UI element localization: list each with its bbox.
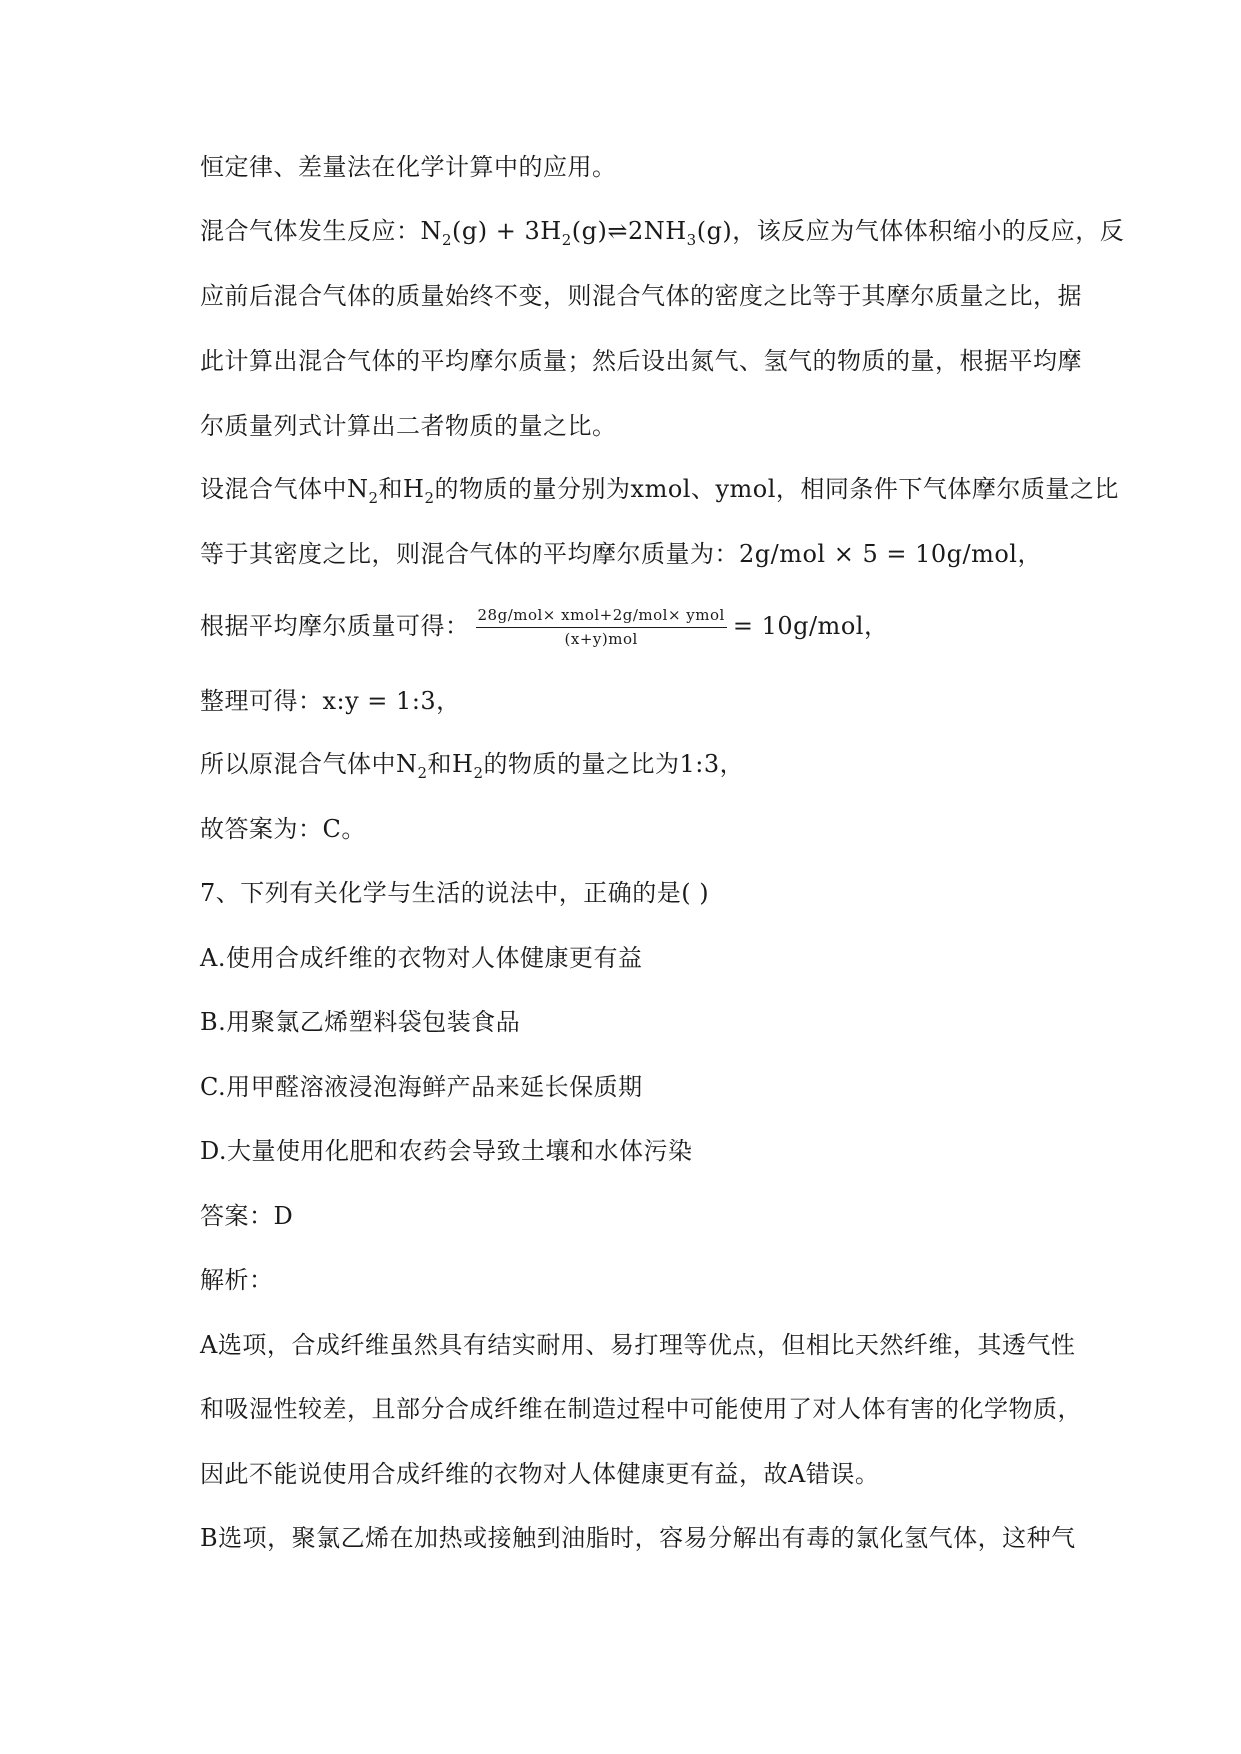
text-segment: 根据平均摩尔质量可得： bbox=[200, 612, 470, 640]
text-segment: 所以原混合气体中N bbox=[200, 750, 418, 778]
subscript: 2 bbox=[424, 489, 435, 507]
text-segment: 和H bbox=[378, 475, 425, 503]
subscript: 3 bbox=[686, 231, 697, 249]
subscript: 2 bbox=[442, 231, 453, 249]
text-line: A选项，合成纤维虽然具有结实耐用、易打理等优点，但相比天然纤维，其透气性 bbox=[200, 1331, 1076, 1359]
text-segment: 的物质的量分别为xmol、ymol，相同条件下气体摩尔质量之比 bbox=[434, 475, 1119, 503]
text-line: 等于其密度之比，则混合气体的平均摩尔质量为：2g/mol × 5 = 10g/mol， bbox=[200, 540, 1042, 568]
subscript: 2 bbox=[561, 231, 572, 249]
option-b: B.用聚氯乙烯塑料袋包装食品 bbox=[200, 1008, 521, 1036]
text-line: 尔质量列式计算出二者物质的量之比。 bbox=[200, 412, 617, 440]
fraction bbox=[476, 606, 727, 649]
option-d: D.大量使用化肥和农药会导致土壤和水体污染 bbox=[200, 1137, 693, 1165]
text-line: 应前后混合气体的质量始终不变，则混合气体的密度之比等于其摩尔质量之比，据 bbox=[200, 282, 1082, 310]
option-c: C.用甲醛溶液浸泡海鲜产品来延长保质期 bbox=[200, 1073, 643, 1101]
text-line: 恒定律、差量法在化学计算中的应用。 bbox=[200, 153, 617, 181]
text-segment: 和H bbox=[427, 750, 474, 778]
text-segment: 的物质的量之比为1:3， bbox=[483, 750, 745, 778]
fraction-numerator: 28g/mol× xmol+2g/mol× ymol bbox=[476, 606, 727, 628]
text-segment: (g) + 3H bbox=[452, 217, 562, 245]
subscript: 2 bbox=[417, 764, 428, 782]
text-line bbox=[200, 747, 744, 781]
option-a: A.使用合成纤维的衣物对人体健康更有益 bbox=[200, 944, 643, 972]
text-line: 和吸湿性较差，且部分合成纤维在制造过程中可能使用了对人体有害的化学物质， bbox=[200, 1395, 1082, 1423]
text-segment: (g)⇌2NH bbox=[571, 217, 687, 245]
fraction-denominator: (x+y)mol bbox=[564, 630, 638, 648]
answer-line: 答案：D bbox=[200, 1202, 294, 1230]
analysis-heading: 解析： bbox=[200, 1266, 274, 1294]
fraction-equation-line bbox=[200, 606, 888, 649]
text-line: B选项，聚氯乙烯在加热或接触到油脂时，容易分解出有毒的氯化氢气体，这种气 bbox=[200, 1524, 1076, 1552]
reaction-equation-line bbox=[200, 214, 1124, 248]
text-line: 整理可得：x:y = 1:3， bbox=[200, 687, 461, 715]
text-segment: (g)，该反应为气体体积缩小的反应，反 bbox=[696, 217, 1125, 245]
text-line: 故答案为：C。 bbox=[200, 815, 366, 843]
question-stem: 7、下列有关化学与生活的说法中，正确的是( ) bbox=[200, 879, 710, 907]
text-segment: 混合气体发生反应：N bbox=[200, 217, 442, 245]
subscript: 2 bbox=[368, 489, 379, 507]
text-segment: 设混合气体中N bbox=[200, 475, 369, 503]
text-line: 因此不能说使用合成纤维的衣物对人体健康更有益，故A错误。 bbox=[200, 1460, 880, 1488]
text-line bbox=[200, 472, 1119, 506]
text-line: 此计算出混合气体的平均摩尔质量；然后设出氮气、氢气的物质的量，根据平均摩 bbox=[200, 347, 1082, 375]
subscript: 2 bbox=[473, 764, 484, 782]
text-segment: = 10g/mol， bbox=[732, 612, 889, 640]
